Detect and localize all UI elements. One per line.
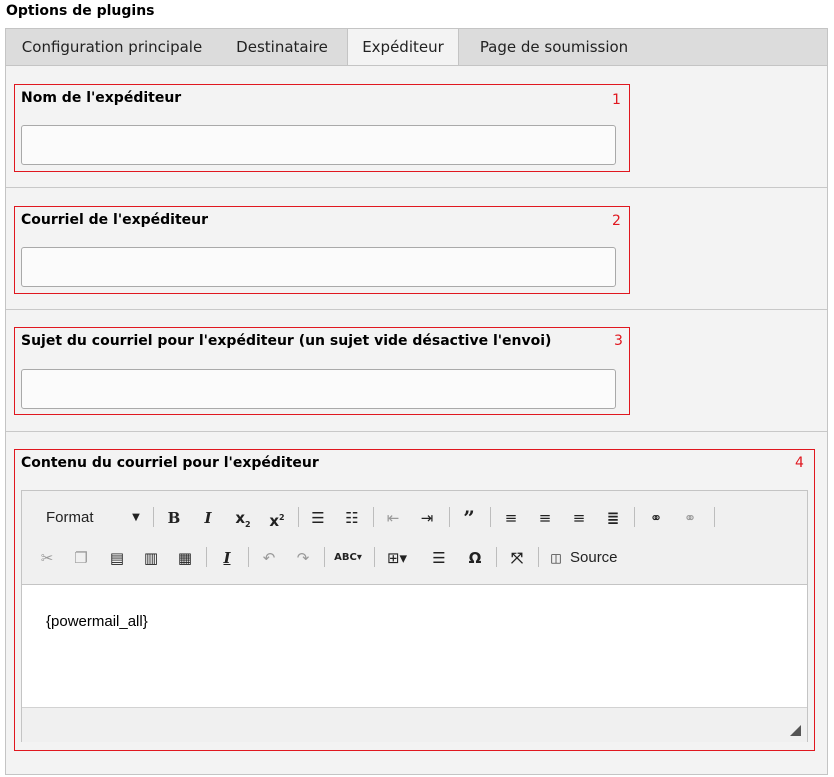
tab-page-de-soumission[interactable]: Page de soumission	[479, 38, 629, 56]
source-icon[interactable]: ◫	[550, 551, 562, 565]
sender-email-input[interactable]	[21, 247, 616, 287]
bulleted-list-icon[interactable]: ☷	[345, 509, 359, 527]
toolbar-separator	[298, 507, 299, 527]
toolbar-separator	[374, 547, 375, 567]
tab-expediteur[interactable]: Expéditeur	[347, 28, 459, 67]
undo-icon[interactable]: ↶	[262, 549, 276, 567]
tab-configuration-principale[interactable]: Configuration principale	[21, 38, 203, 56]
page-title: Options de plugins	[6, 3, 155, 19]
redo-icon[interactable]: ↷	[296, 549, 310, 567]
divider	[6, 187, 827, 188]
field-label-sender-email: Courriel de l'expéditeur	[21, 212, 209, 228]
maximize-icon[interactable]: ⤧	[510, 549, 523, 567]
field-label-sender-subject: Sujet du courriel pour l'expéditeur (un sujet vide désactive l'envoi)	[21, 333, 552, 349]
align-left-icon[interactable]: ≡	[504, 509, 518, 527]
remove-format-icon[interactable]: I	[223, 549, 231, 567]
toolbar-separator	[449, 507, 450, 527]
copy-icon[interactable]: ❐	[74, 549, 88, 567]
annotation-number-1: 1	[612, 92, 621, 108]
justify-icon[interactable]: ≣	[606, 509, 620, 527]
field-label-sender-content: Contenu du courriel pour l'expéditeur	[21, 455, 319, 471]
bold-icon[interactable]: B	[167, 509, 181, 527]
toolbar-separator	[714, 507, 715, 527]
decrease-indent-icon[interactable]: ⇤	[386, 509, 400, 527]
special-char-icon[interactable]: Ω	[468, 549, 482, 567]
blockquote-icon[interactable]: ”	[463, 506, 475, 530]
spellcheck-icon[interactable]: ABC▾	[334, 552, 362, 563]
align-center-icon[interactable]: ≡	[538, 509, 552, 527]
toolbar-separator	[634, 507, 635, 527]
toolbar-separator	[324, 547, 325, 567]
cut-icon[interactable]: ✂	[40, 549, 54, 567]
resize-handle-icon[interactable]	[790, 725, 801, 736]
italic-icon[interactable]: I	[204, 509, 212, 527]
unlink-icon[interactable]: ⚭	[683, 509, 697, 527]
toolbar-separator	[538, 547, 539, 567]
annotation-number-3: 3	[614, 333, 623, 349]
annotation-number-2: 2	[612, 213, 621, 229]
field-label-sender-name: Nom de l'expéditeur	[21, 90, 182, 106]
editor-statusbar	[22, 707, 807, 742]
numbered-list-icon[interactable]: ☰	[311, 509, 325, 527]
tab-bar	[5, 28, 828, 66]
paste-word-icon[interactable]: ▦	[177, 549, 193, 567]
editor-content[interactable]: {powermail_all}	[46, 613, 148, 630]
format-dropdown-arrow-icon[interactable]: ▼	[132, 512, 140, 523]
divider	[6, 309, 827, 310]
sender-name-input[interactable]	[21, 125, 616, 165]
toolbar-separator	[206, 547, 207, 567]
increase-indent-icon[interactable]: ⇥	[420, 509, 434, 527]
paste-text-icon[interactable]: ▥	[143, 549, 159, 567]
divider	[6, 431, 827, 432]
align-right-icon[interactable]: ≡	[572, 509, 586, 527]
sender-subject-input[interactable]	[21, 369, 616, 409]
toolbar-separator	[248, 547, 249, 567]
horizontal-line-icon[interactable]: ☰	[432, 549, 446, 567]
source-button[interactable]: Source	[570, 549, 618, 566]
superscript-icon[interactable]: $x^2$	[269, 512, 285, 530]
toolbar-separator	[496, 547, 497, 567]
paste-icon[interactable]: ▤	[109, 549, 125, 567]
editor-toolbar	[22, 491, 807, 585]
link-icon[interactable]: ⚭	[649, 509, 663, 527]
toolbar-separator	[153, 507, 154, 527]
table-icon[interactable]: ⊞▾	[386, 549, 408, 567]
tab-destinataire[interactable]: Destinataire	[236, 38, 328, 56]
subscript-icon[interactable]: $x_2$	[235, 509, 251, 529]
annotation-number-4: 4	[795, 455, 804, 471]
toolbar-separator	[490, 507, 491, 527]
format-dropdown[interactable]: Format	[46, 509, 94, 526]
rich-text-editor	[21, 490, 808, 742]
toolbar-separator	[373, 507, 374, 527]
